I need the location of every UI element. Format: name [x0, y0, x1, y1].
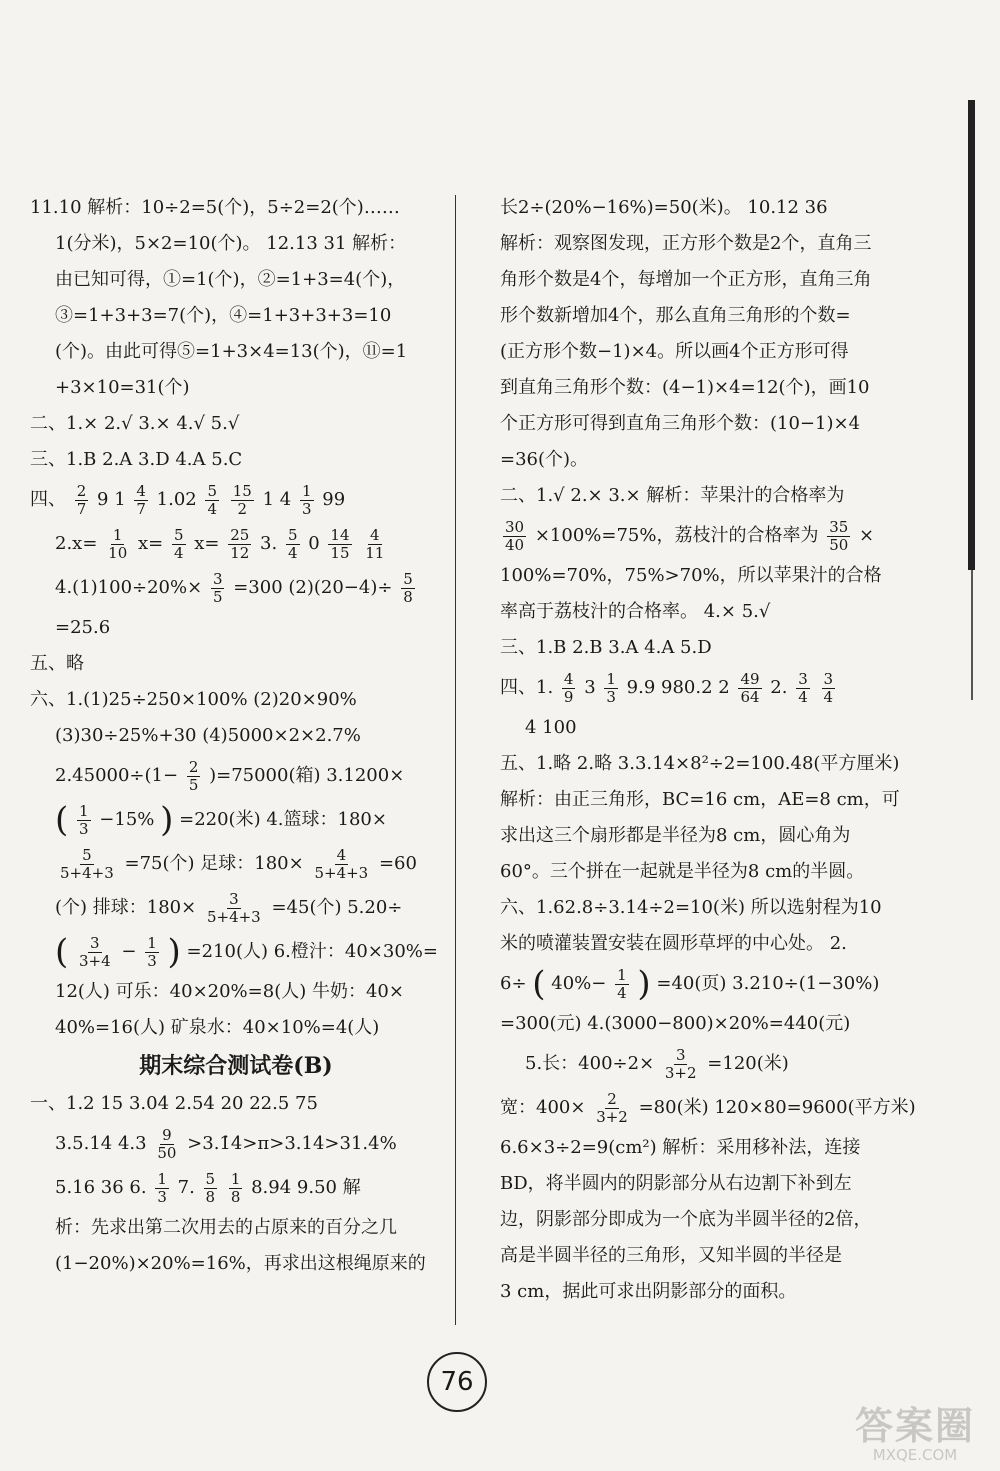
denominator: 64 [740, 687, 760, 706]
answer-line: 六、1.(1)25÷250×100% (2)20×90% [30, 689, 357, 710]
answer-line: 率高于荔枝汁的合格率。 4.× 5.√ [500, 601, 771, 622]
numerator: 5 [287, 525, 298, 544]
fraction [231, 483, 254, 518]
answer-line: 高是半圆半径的三角形，又知半圆的半径是 [500, 1245, 842, 1266]
text: 四、 [30, 489, 66, 510]
text: =80(米) 120×80=9600(平方米) [638, 1097, 916, 1118]
fraction [134, 483, 148, 518]
answer-line-fractions [500, 514, 890, 558]
numerator: 35 [829, 517, 849, 536]
numerator: 14 [330, 525, 350, 544]
fraction [615, 967, 629, 1002]
answer-line: 解析：由正三角形，BC=16 cm，AE=8 cm，可 [500, 789, 900, 810]
numerator: 3 [823, 669, 834, 688]
denominator: 12 [230, 543, 250, 562]
section-heading: 期末综合测试卷(B) [139, 1053, 333, 1079]
text: )=75000(箱) 3.1200× [209, 765, 405, 786]
text: =40(页) 3.210÷(1−30%) [656, 973, 880, 994]
text: 宽：400× [500, 1097, 586, 1118]
numerator: 3 [229, 889, 239, 908]
answer-line: 五、1.略 2.略 3.3.14×8²÷2=100.48(平方厘米) [500, 753, 900, 774]
text: 3. [260, 533, 278, 554]
text: x= [137, 533, 164, 554]
left-paren: ( [55, 932, 69, 972]
denominator: 3+2 [596, 1107, 628, 1126]
answer-line: 三、1.B 2.B 3.A 4.A 5.D [500, 637, 712, 658]
denominator: 4 [173, 543, 184, 562]
text: >3.1̇4>π>3.14>31.4% [187, 1133, 397, 1154]
answer-line: (个)。由此可得⑤=1+3×4=13(个)，⑪=1 [55, 341, 408, 362]
fraction [503, 519, 526, 554]
answer-line: 二、1.√ 2.× 3.× 解析：苹果汁的合格率为 [500, 485, 845, 506]
text: =45(个) 5.20÷ [271, 897, 403, 918]
denominator: 5+4+3 [60, 863, 114, 882]
numerator: 30 [505, 517, 525, 536]
answer-line: (1−20%)×20%=16%，再求出这根绳原来的 [55, 1253, 426, 1274]
fraction [211, 571, 225, 606]
text: 9 1 [97, 489, 126, 510]
right-paren: ) [160, 800, 174, 840]
answer-line: 100%=70%，75%>70%，所以苹果汁的合格 [500, 565, 882, 586]
text: 9.9 980.2 2 [626, 677, 730, 698]
numerator: 1 [606, 669, 616, 688]
answer-line: (正方形个数−1)×4。所以画4个正方形可得 [500, 341, 849, 362]
answer-line: ③=1+3+3=7(个)，④=1+3+3+3=10 [55, 305, 392, 326]
numerator: 1 [617, 965, 627, 984]
numerator: 5 [207, 481, 218, 500]
text: 5.16 36 6. [55, 1177, 147, 1198]
numerator: 4 [370, 525, 380, 544]
fraction [827, 519, 850, 554]
numerator: 2 [188, 757, 199, 776]
fraction [300, 483, 314, 518]
text: 1 4 [262, 489, 292, 510]
fraction [604, 671, 618, 706]
answer-line: 五、略 [30, 653, 84, 674]
denominator: 4 [617, 983, 627, 1002]
denominator: 8 [403, 587, 413, 606]
answer-line-fractions [30, 1166, 442, 1210]
fraction [75, 483, 89, 518]
watermark-text: 答案圈 [854, 1404, 975, 1448]
fraction [738, 671, 761, 706]
text: 3 [584, 677, 596, 698]
fraction [229, 1171, 243, 1206]
numerator: 2 [607, 1089, 617, 1108]
denominator: 40 [505, 535, 525, 554]
answer-line-fractions [30, 566, 442, 610]
text: 2.x= [55, 533, 98, 554]
answer-line: 米的喷灌装置安装在圆形草坪的中心处。 2. [500, 933, 847, 954]
answer-line-fractions [30, 478, 442, 522]
text: 2. [770, 677, 788, 698]
numerator: 1 [230, 1169, 241, 1188]
numerator: 5 [173, 525, 184, 544]
text: 40%− [551, 973, 607, 994]
answer-line-fractions [30, 1122, 442, 1166]
denominator: 8 [230, 1187, 241, 1206]
text: =220(米) 4.篮球：180× [179, 809, 387, 830]
answer-line-fractions [500, 1042, 890, 1086]
right-column [500, 190, 916, 1310]
text: 四、1. [500, 677, 554, 698]
text: 3.5.14 4.3 [55, 1133, 147, 1154]
text: 0 [308, 533, 320, 554]
denominator: 5 [212, 587, 223, 606]
answer-line: 4 100 [525, 717, 577, 738]
answer-line: 形个数新增加4个，那么直角三角形的个数= [500, 305, 851, 326]
answer-line: BD，将半圆内的阴影部分从右边割下补到左 [500, 1173, 852, 1194]
denominator: 3 [606, 687, 616, 706]
minus-sign: − [121, 941, 137, 962]
page-edge-shadow [968, 100, 975, 570]
left-paren: ( [55, 800, 69, 840]
numerator: 5 [403, 569, 413, 588]
denominator: 3 [301, 499, 312, 518]
answer-line: =36(个)。 [500, 449, 589, 470]
answer-line-fractions [30, 930, 442, 974]
answer-line: 一、1.2 15 3.04 2.54 20 22.5 75 [30, 1093, 318, 1114]
page-edge-shadow-lower [971, 570, 973, 700]
fraction [172, 527, 186, 562]
text: × [859, 525, 875, 546]
denominator: 9 [563, 687, 574, 706]
answer-line: 解析：观察图发现，正方形个数是2个，直角三 [500, 233, 872, 254]
numerator: 1 [301, 481, 312, 500]
numerator: 1 [157, 1169, 167, 1188]
numerator: 3 [675, 1045, 686, 1064]
text: 8.94 9.50 解 [251, 1177, 361, 1198]
fraction [106, 527, 129, 562]
fraction [796, 671, 810, 706]
fraction [663, 1047, 699, 1082]
denominator: 15 [330, 543, 350, 562]
fraction [145, 935, 159, 970]
fraction [204, 1171, 218, 1206]
denominator: 4 [798, 687, 808, 706]
fraction [205, 891, 263, 926]
numerator: 4 [563, 669, 574, 688]
numerator: 1 [147, 933, 157, 952]
answer-line: 12(人) 可乐：40×20%=8(人) 牛奶：40× [55, 981, 404, 1002]
denominator: 50 [157, 1143, 177, 1162]
denominator: 3+4 [79, 951, 111, 970]
fraction [77, 803, 91, 838]
text: 1.02 [156, 489, 197, 510]
text: 7. [177, 1177, 195, 1198]
answer-line: 由已知可得，①=1(个)，②=1+3=4(个)， [55, 269, 406, 290]
answer-line-fractions [500, 1086, 916, 1130]
numerator: 2 [76, 481, 87, 500]
denominator: 4 [207, 499, 218, 518]
answer-line: 11.10 解析：10÷2=5(个)，5÷2=2(个)…… [30, 197, 400, 218]
numerator: 3 [212, 569, 223, 588]
answer-line: 60°。三个拼在一起就是半径为8 cm的半圆。 [500, 861, 865, 882]
answer-line-fractions [500, 962, 890, 1006]
numerator: 5 [82, 845, 92, 864]
answer-line-fractions [30, 754, 442, 798]
fraction [155, 1171, 169, 1206]
answer-line: 析：先求出第二次用去的占原来的百分之几 [55, 1217, 397, 1238]
denominator: 5+4+3 [314, 863, 369, 882]
text: ×100%=75%，荔枝汁的合格率为 [534, 525, 819, 546]
numerator: 9 [162, 1125, 172, 1144]
denominator: 11 [365, 543, 385, 562]
denominator: 2 [237, 499, 248, 518]
answer-line: 40%=16(人) 矿泉水：40×10%=4(人) [55, 1017, 380, 1038]
watermark-url: MXQE.COM [872, 1446, 958, 1464]
page-number: 76 [427, 1352, 487, 1412]
answer-line: (3)30÷25%+30 (4)5000×2×2.7% [55, 725, 361, 746]
answer-line-fractions [30, 798, 442, 842]
answer-line-fractions [30, 842, 442, 886]
fraction [822, 671, 836, 706]
numerator: 25 [230, 525, 250, 544]
watermark-logo [840, 1395, 990, 1464]
answer-line: 二、1.× 2.√ 3.× 4.√ 5.√ [30, 413, 240, 434]
numerator: 15 [232, 481, 252, 500]
answer-line: 边，阴影部分即成为一个底为半圆半径的2倍， [500, 1209, 872, 1230]
text: 5.长：400÷2× [525, 1053, 655, 1074]
numerator: 4 [336, 845, 347, 864]
text: =300 (2)(20−4)÷ [233, 577, 393, 598]
answer-line: 三、1.B 2.A 3.D 4.A 5.C [30, 449, 243, 470]
denominator: 8 [205, 1187, 216, 1206]
text: =75(个) 足球：180× [124, 853, 304, 874]
fraction [363, 527, 386, 562]
right-paren: ) [637, 964, 651, 1004]
answer-line: =25.6 [55, 617, 111, 638]
right-paren: ) [167, 932, 181, 972]
numerator: 1 [79, 801, 89, 820]
answer-line: 六、1.62.8÷3.14÷2=10(米) 所以选射程为10 [500, 897, 882, 918]
answer-line: 到直角三角形个数：(4−1)×4=12(个)，画10 [500, 377, 870, 398]
text: 2.45000÷(1− [55, 765, 179, 786]
fraction [312, 847, 370, 882]
denominator: 7 [76, 499, 87, 518]
numerator: 3 [90, 933, 100, 952]
text: =210(人) 6.橙汁：40×30%= [186, 941, 438, 962]
column-divider [455, 195, 456, 1325]
fraction [187, 759, 201, 794]
numerator: 5 [205, 1169, 216, 1188]
denominator: 7 [136, 499, 146, 518]
text: =60 [378, 853, 417, 874]
left-column [30, 190, 442, 1282]
denominator: 4 [287, 543, 298, 562]
answer-line: 3 cm，据此可求出阴影部分的面积。 [500, 1281, 797, 1302]
fraction [58, 847, 116, 882]
denominator: 3 [79, 819, 89, 838]
answer-line: 角形个数是4个，每增加一个正方形，直角三角 [500, 269, 872, 290]
denominator: 3+2 [664, 1063, 697, 1082]
answer-line: 求出这三个扇形都是半径为8 cm，圆心角为 [500, 825, 851, 846]
text: 4.(1)100÷20%× [55, 577, 203, 598]
text: 6÷ [500, 973, 527, 994]
numerator: 1 [112, 525, 123, 544]
denominator: 3 [147, 951, 157, 970]
fraction [401, 571, 415, 606]
numerator: 3 [798, 669, 808, 688]
denominator: 3 [157, 1187, 167, 1206]
answer-line: 1(分米)，5×2=10(个)。 12.13 31 解析： [55, 233, 407, 254]
denominator: 4 [823, 687, 834, 706]
left-paren: ( [532, 964, 546, 1004]
answer-line-fractions [500, 666, 890, 710]
denominator: 50 [829, 535, 849, 554]
text: =120(米) [707, 1053, 789, 1074]
answer-line: 个正方形可得到直角三角形个数：(10−1)×4 [500, 413, 861, 434]
fraction [594, 1091, 630, 1126]
fraction [328, 527, 351, 562]
answer-line: =300(元) 4.(3000−800)×20%=440(元) [500, 1013, 851, 1034]
answer-line-fractions [30, 886, 442, 930]
answer-line: +3×10=31(个) [55, 377, 190, 398]
fraction [205, 483, 219, 518]
fraction [228, 527, 251, 562]
denominator: 10 [108, 543, 128, 562]
fraction [286, 527, 300, 562]
answer-line: 长2÷(20%−16%)=50(米)。 10.12 36 [500, 197, 828, 218]
answer-line: 6.6×3÷2=9(cm²) 解析：采用移补法，连接 [500, 1137, 861, 1158]
text: (个) 排球：180× [55, 897, 197, 918]
fraction [155, 1127, 178, 1162]
fraction [77, 935, 113, 970]
answer-line-fractions [30, 522, 442, 566]
numerator: 49 [740, 669, 760, 688]
denominator: 5 [188, 775, 199, 794]
numerator: 4 [136, 481, 146, 500]
fraction [562, 671, 576, 706]
text: x= [194, 533, 220, 554]
text: −15% [99, 809, 155, 830]
denominator: 5+4+3 [206, 907, 261, 926]
text: 99 [322, 489, 346, 510]
